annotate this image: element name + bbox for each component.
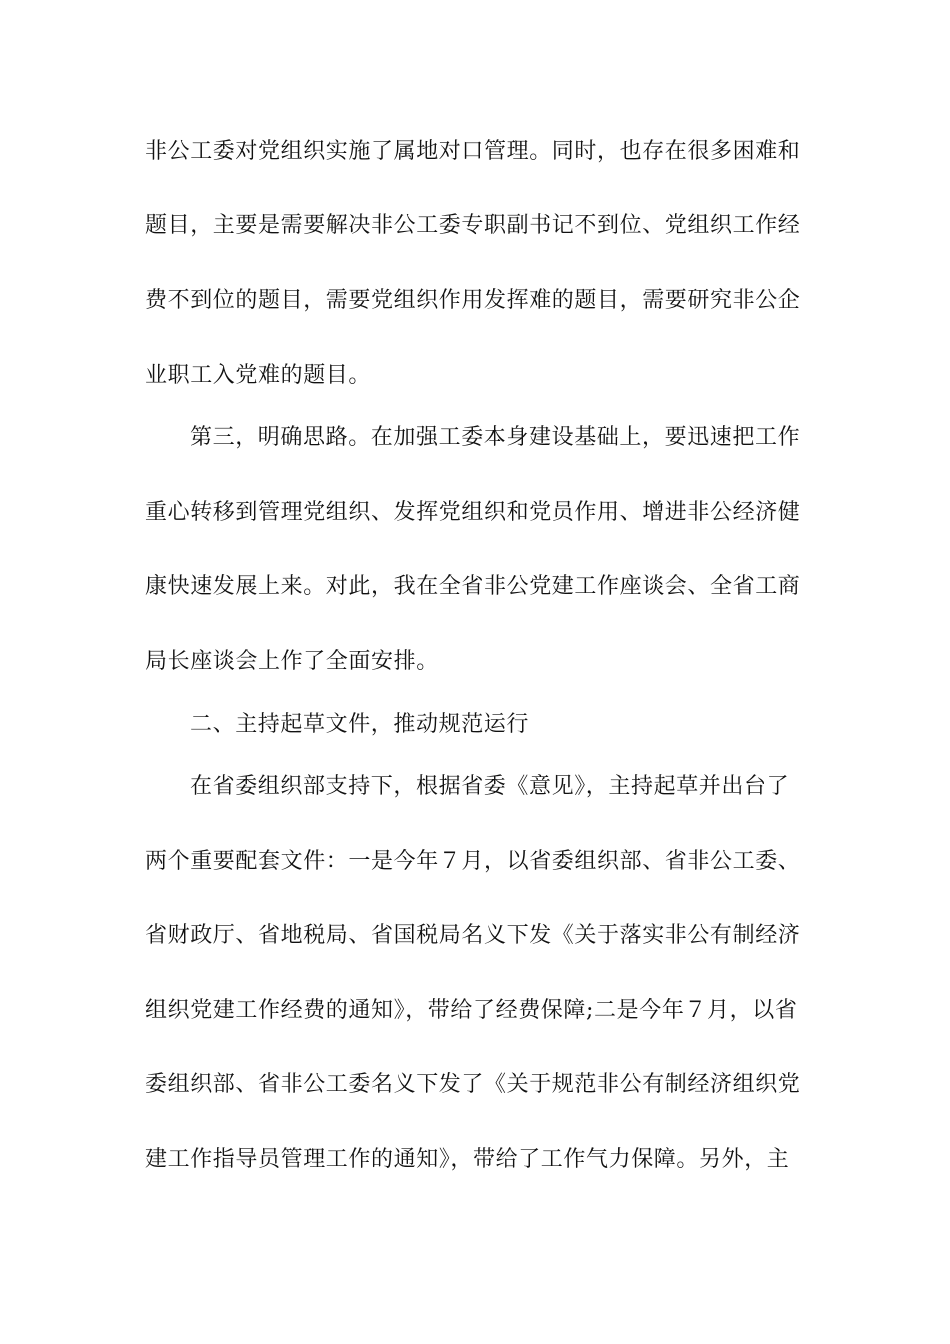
text-line: 委组织部、省非公工委名义下发了《关于规范非公有制经济组织党: [145, 1072, 801, 1097]
text-line: 康快速发展上来。对此，我在全省非公党建工作座谈会、全省工商: [145, 574, 801, 599]
paragraph-start-line: 在省委组织部支持下，根据省委《意见》，主持起草并出台了: [190, 774, 790, 799]
text-line: 费不到位的题目，需要党组织作用发挥难的题目，需要研究非公企: [145, 288, 801, 313]
text-line: 非公工委对党组织实施了属地对口管理。同时，也存在很多困难和: [145, 139, 801, 164]
text-line: 题目，主要是需要解决非公工委专职副书记不到位、党组织工作经: [145, 213, 801, 238]
paragraph-start-line: 第三，明确思路。在加强工委本身建设基础上，要迅速把工作: [190, 425, 801, 450]
text-line: 重心转移到管理党组织、发挥党组织和党员作用、增进非公经济健: [145, 500, 801, 525]
text-line: 业职工入党难的题目。: [145, 363, 372, 388]
text-line: 局长座谈会上作了全面安排。: [145, 649, 439, 674]
text-line: 两个重要配套文件：一是今年７月，以省委组织部、省非公工委、: [145, 849, 801, 874]
text-line: 建工作指导员管理工作的通知》，带给了工作气力保障。另外，主: [145, 1147, 790, 1172]
section-heading: 二、主持起草文件，推动规范运行: [190, 712, 530, 737]
text-line: 省财政厅、省地税局、省国税局名义下发《关于落实非公有制经济: [145, 923, 801, 948]
text-line: 组织党建工作经费的通知》，带给了经费保障;二是今年７月，以省: [145, 998, 798, 1023]
